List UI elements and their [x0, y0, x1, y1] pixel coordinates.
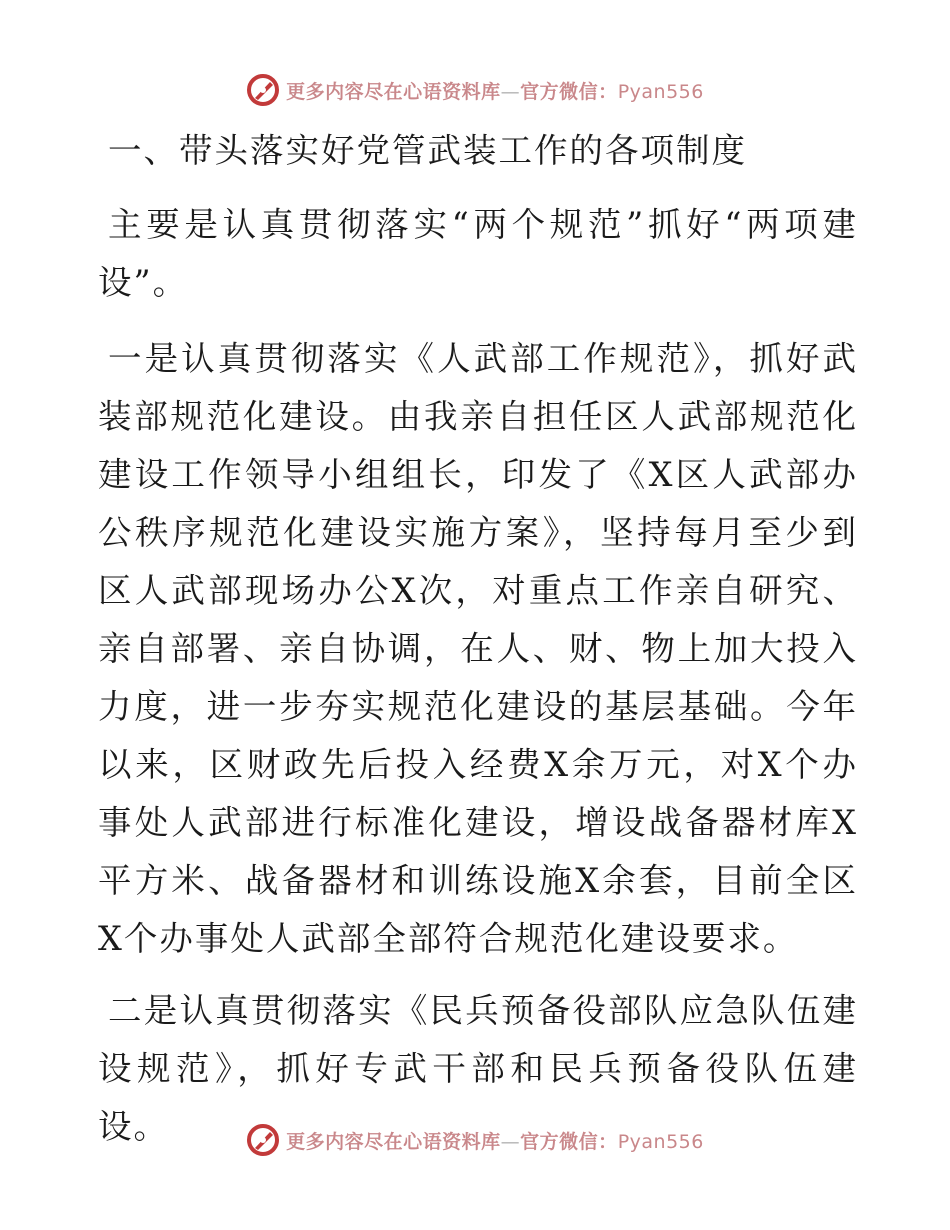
header-watermark [0, 70, 950, 110]
watermark-wechat-id: Pyan556 [617, 1130, 704, 1153]
watermark-site-text: 更多内容尽在心语资料库 [286, 80, 501, 103]
paragraph-second-point: 二是认真贯彻落实《民兵预备役部队应急队伍建设规范》，抓好专武干部和民兵预备役队伍建设。 [98, 991, 858, 1146]
footer-watermark [0, 1120, 950, 1160]
watermark-site-text: 更多内容尽在心语资料库 [286, 1130, 501, 1153]
paragraph-first-point: 一是认真贯彻落实《人武部工作规范》，抓好武装部规范化建设。由我亲自担任区人武部规范化建设工作领导小组组长，印发了《X区人武部办公秩序规范化建设实施方案》，坚持每月至少到区人武部现场办公X次，对重点工作亲自研究、亲自部署、亲自协调，在人、财、物上加大投入力度，进一步夯实规范化建设的基层基础。今年以来，区财政先后投入经费X余万元，对X个办事处人武部进行标准化建设，增设战备器材库X平方米、战备器材和训练设施X余套，目前全区X个办事处人武部全部符合规范化建设要求。 [98, 339, 858, 958]
watermark-text [286, 77, 704, 104]
red-circle-logo-icon [246, 73, 280, 107]
section-heading: 一、带头落实好党管武装工作的各项制度 [108, 131, 748, 170]
watermark-wechat-label: 官方微信： [520, 1130, 618, 1153]
document-body [98, 122, 858, 1156]
red-circle-logo-icon [246, 1123, 280, 1157]
watermark-wechat-id: Pyan556 [617, 80, 704, 103]
watermark-separator: — [500, 1130, 521, 1153]
watermark-separator: — [500, 80, 521, 103]
watermark-wechat-label: 官方微信： [520, 80, 618, 103]
paragraph-intro: 主要是认真贯彻落实“两个规范”抓好“两项建设”。 [98, 205, 858, 302]
watermark-text [286, 1127, 704, 1154]
